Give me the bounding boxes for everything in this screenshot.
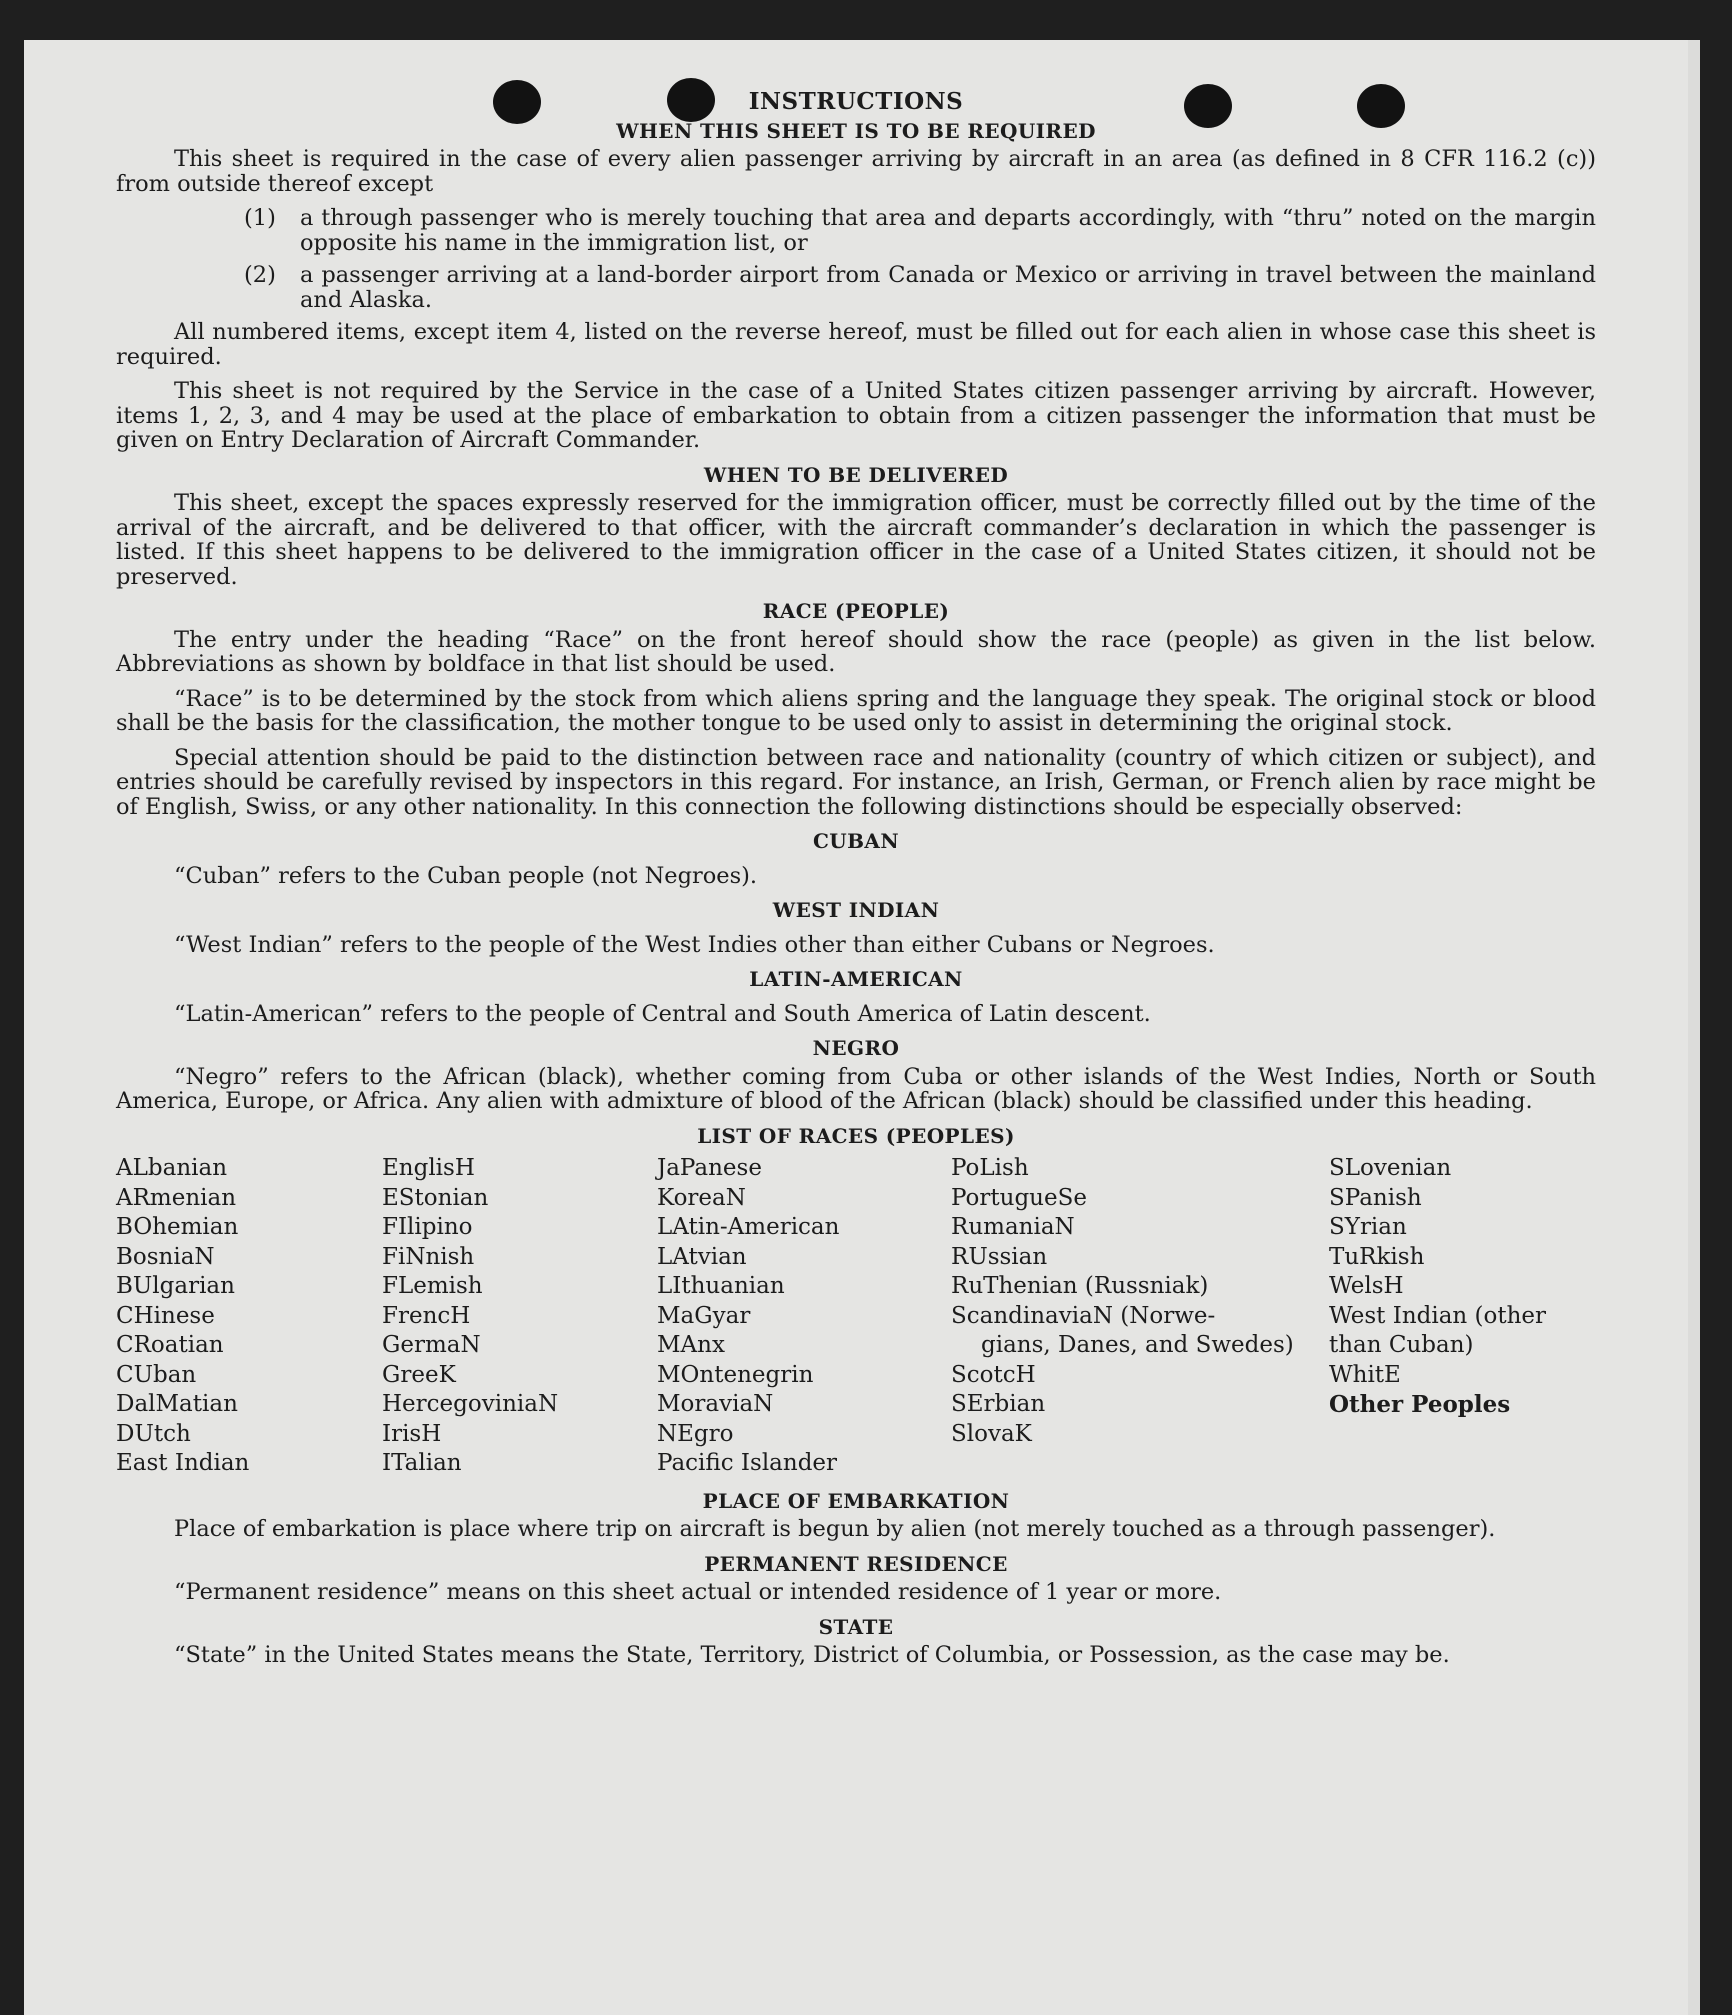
race-entry: ARmenian	[116, 1184, 237, 1211]
race-entry: FLemish	[382, 1273, 483, 1299]
race-entry: SLovenian	[1329, 1155, 1452, 1181]
race-entry-continued: gians, Danes, and Swedes)	[981, 1332, 1294, 1358]
paragraph: This sheet, except the spaces expressly reserved for the immigration officer, must be correctly filled out by the time of the arrival of the aircraft, and be delivered to that officer, with the aircraft commander’s declaration in which the passenger is listed. If this sheet happens to be delivered to the immigration officer in the case of a United States citizen, it should not be preserved.	[116, 490, 1596, 590]
race-entry: PoLish	[951, 1155, 1029, 1181]
race-entry: RUssian	[951, 1243, 1048, 1270]
race-entry: East Indian	[116, 1450, 250, 1476]
race-entry: ITalian	[382, 1450, 462, 1476]
race-entry: EnglisH	[382, 1155, 475, 1181]
race-entry: BosniaN	[116, 1243, 215, 1270]
race-entry: KoreaN	[657, 1184, 746, 1211]
race-entry: DalMatian	[116, 1391, 238, 1417]
race-entry: FiNnish	[382, 1243, 475, 1270]
paragraph: This sheet is required in the case of every alien passenger arriving by aircraft in an area (as defined in 8 CFR 116.2 (c)) from outside thereof except	[116, 146, 1596, 197]
race-entry: SYrian	[1329, 1214, 1407, 1240]
paragraph: “Negro” refers to the African (black), whether coming from Cuba or other islands of the West Indies, North or South America, Europe, or Africa. Any alien with admixture of blood of the African (black) should be classified under this heading.	[116, 1063, 1596, 1114]
race-entry: ALbanian	[116, 1155, 228, 1181]
section-heading: WEST INDIAN	[772, 898, 940, 922]
item-text: a passenger arriving at a land-border airport from Canada or Mexico or arriving in travel between the mainland and Alaska.	[300, 262, 1596, 313]
race-entry: BUlgarian	[116, 1273, 235, 1299]
race-entry: Other Peoples	[1329, 1391, 1511, 1418]
paragraph: “West Indian” refers to the people of the West Indies other than either Cubans or Negroes.	[174, 931, 1215, 958]
race-entry: LIthuanian	[657, 1273, 785, 1299]
section-heading: PLACE OF EMBARKATION	[702, 1488, 1010, 1513]
race-entry: CHinese	[116, 1302, 215, 1329]
paragraph: “Race” is to be determined by the stock from which aliens spring and the language they speak. The original stock or blood shall be the basis for the classification, the mother tongue to be used only to assist in determining the original stock.	[116, 685, 1596, 736]
race-entry: MAnx	[657, 1332, 725, 1358]
race-entry: JaPanese	[657, 1155, 762, 1181]
page-title: INSTRUCTIONS	[748, 88, 964, 115]
race-entry: EStonian	[382, 1184, 489, 1211]
race-entry: SlovaK	[951, 1420, 1032, 1447]
races-list	[116, 1154, 1596, 1479]
section-heading: CUBAN	[812, 829, 900, 853]
race-entry: NEgro	[657, 1420, 734, 1447]
race-entry: PortugueSe	[951, 1184, 1087, 1211]
race-entry: DUtch	[116, 1420, 191, 1447]
paragraph: All numbered items, except item 4, listed on the reverse hereof, must be filled out for each alien in whose case this sheet is required.	[116, 319, 1596, 370]
race-entry: RumaniaN	[951, 1214, 1075, 1240]
race-entry: CUban	[116, 1361, 197, 1388]
page-edge	[1688, 40, 1700, 2015]
paragraph: The entry under the heading “Race” on the front hereof should show the race (people) as given in the list below. Abbreviations as shown by boldface in that list should be used.	[116, 626, 1596, 677]
race-entry: FIlipino	[382, 1214, 473, 1240]
race-entry: ScandinaviaN (Norwe-	[951, 1302, 1216, 1329]
race-entry: Pacific Islander	[657, 1450, 838, 1476]
section-heading: WHEN TO BE DELIVERED	[703, 462, 1009, 487]
race-entry: ScotcH	[951, 1361, 1036, 1388]
paragraph: “State” in the United States means the State, Territory, District of Columbia, or Possession, as the case may be.	[174, 1642, 1450, 1668]
races-list-heading: LIST OF RACES (PEOPLES)	[697, 1123, 1015, 1148]
races-column	[1329, 1154, 1596, 1479]
section-heading: WHEN THIS SHEET IS TO BE REQUIRED	[616, 118, 1096, 143]
section-heading: LATIN-AMERICAN	[749, 967, 963, 991]
race-entry: FrencH	[382, 1302, 471, 1329]
race-entry: CRoatian	[116, 1332, 224, 1358]
race-entry: GermaN	[382, 1332, 481, 1358]
list-item	[244, 263, 1596, 312]
list-item	[244, 206, 1596, 255]
paragraph: This sheet is not required by the Service in the case of a United States citizen passenger arriving by aircraft. However, items 1, 2, 3, and 4 may be used at the place of embarkation to obtain from a citizen passenger the information that must be given on Entry Declaration of Aircraft Commander.	[116, 378, 1596, 453]
section-heading: RACE (PEOPLE)	[762, 599, 950, 623]
race-entry: WhitE	[1329, 1361, 1401, 1388]
race-entry: MoraviaN	[657, 1391, 774, 1417]
item-number: (1)	[244, 205, 276, 231]
races-column	[657, 1154, 951, 1479]
race-entry: LAtin-American	[657, 1214, 840, 1240]
race-entry: LAtvian	[657, 1243, 747, 1270]
race-entry: GreeK	[382, 1361, 456, 1388]
paragraph: “Permanent residence” means on this sheet actual or intended residence of 1 year or more.	[174, 1579, 1222, 1605]
race-entry: MOntenegrin	[657, 1361, 814, 1388]
race-entry: MaGyar	[657, 1302, 751, 1329]
item-text: a through passenger who is merely touching that area and departs accordingly, with “thru” noted on the margin opposite his name in the immigration list, or	[300, 205, 1596, 256]
paragraph: “Cuban” refers to the Cuban people (not Negroes).	[174, 862, 758, 889]
race-entry: WelsH	[1329, 1273, 1404, 1299]
paragraph: “Latin-American” refers to the people of Central and South America of Latin descent.	[174, 1000, 1151, 1027]
race-entry: SPanish	[1329, 1184, 1422, 1211]
races-column	[951, 1154, 1329, 1479]
race-entry: SErbian	[951, 1391, 1046, 1417]
paragraph: Special attention should be paid to the distinction between race and nationality (country of which citizen or subject), and entries should be carefully revised by inspectors in this regard. For instance, an Irish, German, or French alien by race might be of English, Swiss, or any other nationality. In this connection the following distinctions should be especially observed:	[116, 744, 1596, 820]
race-entry: IrisH	[382, 1420, 442, 1447]
race-entry: BOhemian	[116, 1214, 239, 1240]
race-entry: West Indian (other than Cuban)	[1329, 1302, 1547, 1358]
item-number: (2)	[244, 262, 276, 288]
race-entry: RuThenian (Russniak)	[951, 1273, 1209, 1299]
race-entry: TuRkish	[1329, 1243, 1425, 1270]
race-entry: HercegoviniaN	[382, 1391, 559, 1417]
section-heading: STATE	[818, 1614, 894, 1639]
races-column	[116, 1154, 382, 1479]
section-heading: PERMANENT RESIDENCE	[704, 1551, 1008, 1576]
section-heading: NEGRO	[812, 1036, 900, 1060]
paragraph: Place of embarkation is place where trip on aircraft is begun by alien (not merely touched as a through passenger).	[174, 1516, 1496, 1542]
races-column	[382, 1154, 657, 1479]
instructions-content	[116, 88, 1596, 1678]
